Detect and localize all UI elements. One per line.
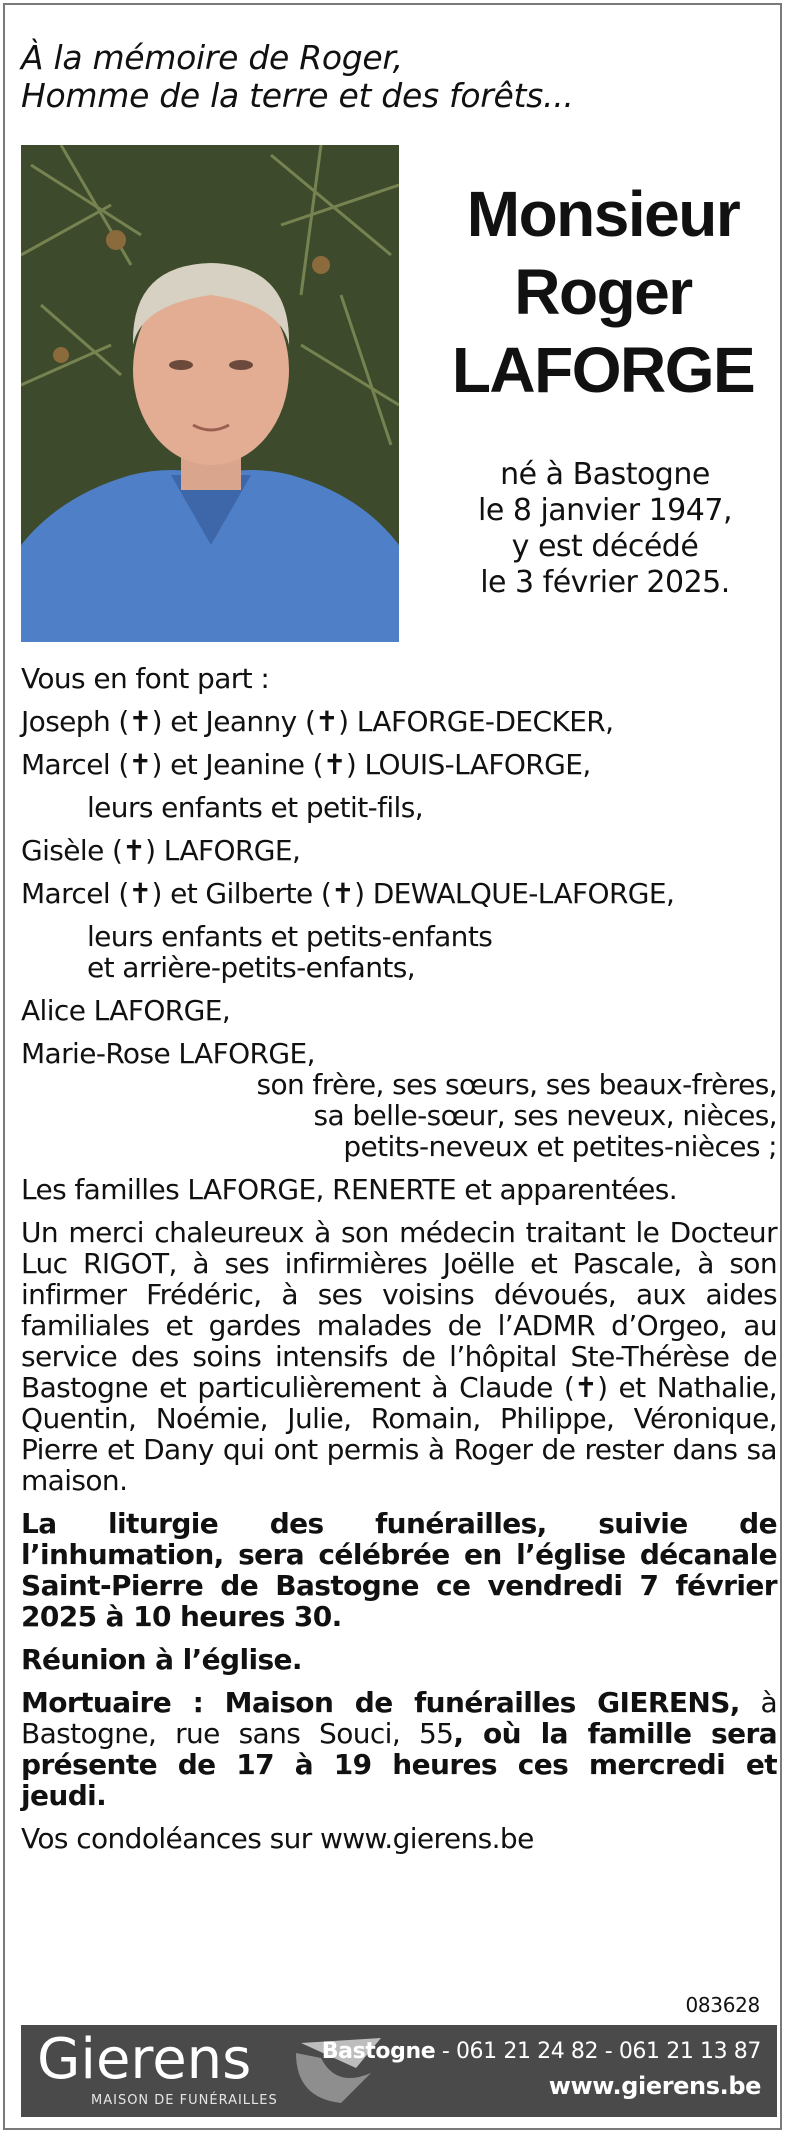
funeral-home-banner <box>21 2025 777 2117</box>
memoriam-text <box>21 39 574 115</box>
notice-body <box>21 663 777 1854</box>
brand-tagline: MAISON DE FUNÉRAILLES <box>91 2093 278 2108</box>
dates-line-1: né à Bastogne <box>500 457 710 492</box>
thanks-paragraph: Un merci chaleureux à son médecin traitant le Docteur Luc RIGOT, à ses infirmières Joëlle et Pascale, à son infirmer Frédéric, à ses voisins dévoués, aux aides familiales et gardes malades de l’ADMR d’Orgeo, au service des soins intensifs de l’hôpital Ste-Thérèse de Bastogne et particulièrement à Claude (✝) et Nathalie, Quentin, Noémie, Julie, Romain, Philippe, Véronique, Pierre et Dany qui ont permis à Roger de rester dans sa maison. <box>21 1216 777 1497</box>
birth-death-dates <box>435 457 775 601</box>
portrait-photo <box>21 145 399 642</box>
family-line-9: Marie-Rose LAFORGE, <box>21 1037 315 1070</box>
name-last: LAFORGE <box>451 334 755 406</box>
dates-line-3: y est décédé <box>511 529 699 564</box>
mortuary-address: à Bastogne, rue sans Souci, 55 <box>21 1686 778 1750</box>
contact-phones: - 061 21 24 82 - 061 21 13 87 <box>435 2039 761 2064</box>
condolences-line: Vos condoléances sur www.gierens.be <box>21 1822 534 1855</box>
name-first: Roger <box>514 256 692 328</box>
family-intro: Vous en font part : <box>21 662 270 695</box>
mortuary-hours: , où la famille sera présente de 17 à 19 heures ces mercredi et jeudi. <box>21 1717 777 1812</box>
funeral-paragraph: La liturgie des funérailles, suivie de l’inhumation, sera célébrée en l’église décanale Saint-Pierre de Bastogne ce vendredi 7 février 2025 à 10 heures 30. <box>21 1507 777 1633</box>
obituary-notice <box>3 3 782 2130</box>
family-line-3: leurs enfants et petit-fils, <box>87 791 424 824</box>
family-line-7: et arrière-petits-enfants, <box>87 951 416 984</box>
name-title: Monsieur <box>466 178 740 250</box>
mortuary-paragraph <box>21 1687 777 1811</box>
family-line-5: Marcel (✝) et Gilberte (✝) DEWALQUE-LAFORGE, <box>21 877 675 910</box>
brand-logo-text: Gierens <box>37 2027 252 2092</box>
contact-website[interactable]: www.gierens.be <box>548 2072 761 2100</box>
reference-number: 083628 <box>685 1993 760 2017</box>
memoriam-line-1: À la mémoire de Roger, <box>21 38 403 77</box>
memoriam-line-2: Homme de la terre et des forêts... <box>21 76 574 115</box>
family-line-1: Joseph (✝) et Jeanny (✝) LAFORGE-DECKER, <box>21 705 614 738</box>
family-relation-2: sa belle-sœur, ses neveux, nièces, <box>313 1099 777 1132</box>
families-line: Les familles LAFORGE, RENERTE et apparentées. <box>21 1173 678 1206</box>
family-line-6: leurs enfants et petits-enfants <box>87 920 493 953</box>
dates-line-4: le 3 février 2025. <box>480 565 730 600</box>
family-relation-1: son frère, ses sœurs, ses beaux-frères, <box>256 1068 777 1101</box>
family-line-8: Alice LAFORGE, <box>21 994 231 1027</box>
mortuary-label: Mortuaire : Maison de funérailles GIERENS, <box>21 1686 740 1719</box>
family-line-2: Marcel (✝) et Jeanine (✝) LOUIS-LAFORGE, <box>21 748 591 781</box>
contact-info <box>322 2035 761 2103</box>
family-relation-3: petits-neveux et petites-nièces ; <box>343 1130 777 1163</box>
dates-line-2: le 8 janvier 1947, <box>478 493 732 528</box>
deceased-name <box>425 175 781 409</box>
reunion-line: Réunion à l’église. <box>21 1643 302 1676</box>
contact-city: Bastogne <box>321 2039 436 2064</box>
family-line-4: Gisèle (✝) LAFORGE, <box>21 834 301 867</box>
contact-phones-line <box>322 2035 761 2069</box>
